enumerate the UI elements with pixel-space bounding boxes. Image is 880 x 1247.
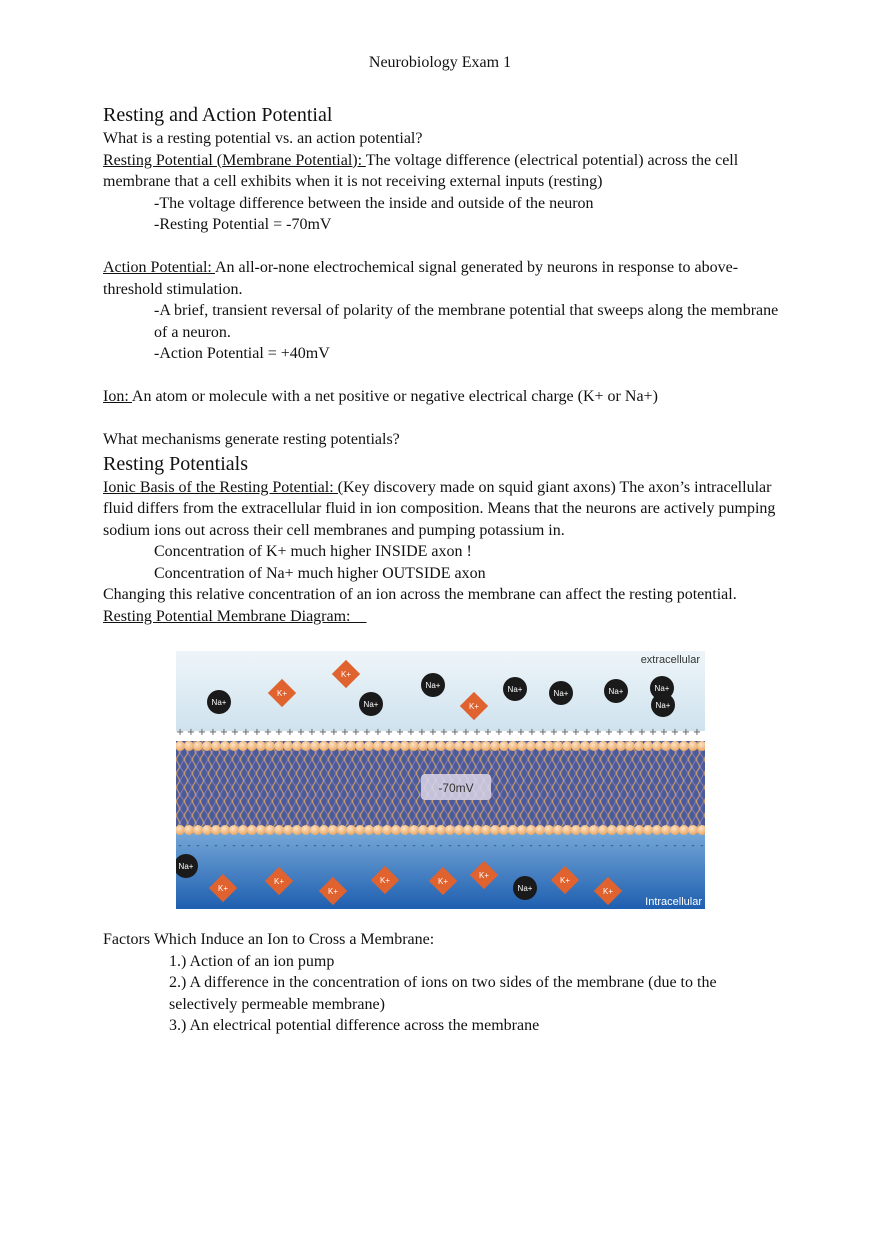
phospholipid-head — [202, 741, 212, 751]
phospholipid-head — [310, 741, 320, 751]
phospholipid-head — [526, 825, 536, 835]
phospholipid-head — [454, 825, 464, 835]
phospholipid-head — [319, 741, 329, 751]
svg-text:Na+: Na+ — [507, 685, 523, 694]
plus-sign: + — [571, 727, 581, 738]
phospholipid-head — [616, 741, 626, 751]
minus-sign: - — [511, 841, 515, 851]
rp-bullet-2: -Resting Potential = -70mV — [154, 216, 332, 233]
minus-sign: - — [232, 841, 236, 851]
phospholipid-head — [616, 825, 626, 835]
plus-sign: + — [362, 727, 372, 738]
svg-text:K+: K+ — [217, 884, 229, 893]
minus-sign: - — [637, 841, 641, 851]
phospholipid-head — [256, 825, 266, 835]
plus-sign: + — [450, 727, 460, 738]
phospholipid-head — [463, 825, 473, 835]
plus-sign: + — [219, 727, 229, 738]
phospholipid-head — [418, 741, 428, 751]
phospholipid-head — [535, 825, 545, 835]
plus-sign: + — [549, 727, 559, 738]
plus-sign: + — [560, 727, 570, 738]
phospholipid-head — [391, 741, 401, 751]
minus-sign: - — [493, 841, 497, 851]
phospholipid-head — [634, 825, 644, 835]
phospholipid-head — [229, 741, 239, 751]
svg-text:Na+: Na+ — [654, 684, 670, 693]
na-ion — [421, 673, 445, 697]
phospholipid-head — [508, 741, 518, 751]
phospholipid-head — [517, 825, 527, 835]
phospholipid-head — [589, 825, 599, 835]
minus-sign: - — [214, 841, 218, 851]
plus-sign: + — [285, 727, 295, 738]
svg-text:K+: K+ — [327, 887, 339, 896]
plus-sign: + — [637, 727, 647, 738]
phospholipid-head — [526, 741, 536, 751]
svg-text:K+: K+ — [379, 876, 391, 885]
phospholipid-head — [562, 825, 572, 835]
phospholipid-head — [517, 741, 527, 751]
factors-section — [103, 929, 783, 1037]
phospholipid-head — [571, 741, 581, 751]
plus-sign: + — [395, 727, 405, 738]
plus-sign: + — [615, 727, 625, 738]
question-2: What mechanisms generate resting potentials? — [103, 431, 400, 448]
minus-sign: - — [412, 841, 416, 851]
phospholipid-head — [427, 741, 437, 751]
svg-text:K+: K+ — [468, 702, 480, 711]
svg-text:K+: K+ — [340, 670, 352, 679]
plus-sign: + — [626, 727, 636, 738]
plus-sign: + — [230, 727, 240, 738]
membrane-diagram — [176, 651, 705, 909]
minus-sign: - — [484, 841, 488, 851]
phospholipid-head — [688, 741, 698, 751]
na-ion — [549, 681, 573, 705]
minus-sign: - — [592, 841, 596, 851]
phospholipid-head — [220, 825, 230, 835]
phospholipid-head — [418, 825, 428, 835]
plus-sign: + — [681, 727, 691, 738]
svg-text:K+: K+ — [478, 871, 490, 880]
minus-sign: - — [385, 841, 389, 851]
concentration-na: Concentration of Na+ much higher OUTSIDE axon — [154, 564, 486, 582]
phospholipid-head — [310, 825, 320, 835]
minus-sign: - — [223, 841, 227, 851]
phospholipid-head — [328, 741, 338, 751]
phospholipid-head — [373, 825, 383, 835]
ion-term: Ion: — [103, 388, 132, 405]
phospholipid-head — [373, 741, 383, 751]
plus-sign: + — [241, 727, 251, 738]
action-potential-term: Action Potential: — [103, 259, 215, 276]
plus-sign: + — [307, 727, 317, 738]
ionic-basis-term: Ionic Basis of the Resting Potential: ( — [103, 478, 343, 496]
minus-sign: - — [664, 841, 668, 851]
phospholipid-head — [364, 741, 374, 751]
plus-sign: + — [538, 727, 548, 738]
phospholipid-head — [211, 825, 221, 835]
na-ion — [513, 876, 537, 900]
minus-sign: - — [700, 841, 704, 851]
minus-sign: - — [322, 841, 326, 851]
plus-sign: + — [461, 727, 471, 738]
plus-sign: + — [659, 727, 669, 738]
diagram-caption — [103, 606, 783, 628]
plus-sign: + — [692, 727, 702, 738]
plus-sign: + — [296, 727, 306, 738]
phospholipid-head — [598, 741, 608, 751]
action-potential-definition — [103, 257, 783, 300]
minus-sign: - — [682, 841, 686, 851]
page-title: Neurobiology Exam 1 — [368, 54, 512, 71]
phospholipid-head — [355, 741, 365, 751]
phospholipid-head — [553, 741, 563, 751]
phospholipid-head — [625, 741, 635, 751]
phospholipid-head — [661, 825, 671, 835]
phospholipid-head — [553, 825, 563, 835]
minus-sign: - — [286, 841, 290, 851]
plus-sign: + — [406, 727, 416, 738]
minus-sign: - — [376, 841, 380, 851]
phospholipid-head — [472, 741, 482, 751]
phospholipid-head — [265, 825, 275, 835]
plus-sign: + — [527, 727, 537, 738]
rp-bullet-1: -The voltage difference between the inside and outside of the neuron — [154, 194, 594, 212]
minus-sign: - — [448, 841, 452, 851]
phospholipid-head — [292, 825, 302, 835]
phospholipid-head — [202, 825, 212, 835]
phospholipid-head — [679, 825, 689, 835]
minus-sign: - — [178, 841, 182, 851]
phospholipid-head — [481, 741, 491, 751]
minus-sign: - — [601, 841, 605, 851]
svg-text:K+: K+ — [602, 887, 614, 896]
plus-sign: + — [439, 727, 449, 738]
minus-sign: - — [268, 841, 272, 851]
minus-sign: - — [403, 841, 407, 851]
phospholipid-head — [427, 825, 437, 835]
phospholipid-head — [445, 825, 455, 835]
minus-sign: - — [466, 841, 470, 851]
phospholipid-head — [490, 741, 500, 751]
phospholipid-head — [580, 741, 590, 751]
phospholipid-head — [436, 825, 446, 835]
section-heading-resting-potentials: Resting Potentials — [103, 452, 248, 475]
phospholipid-head — [211, 741, 221, 751]
minus-sign: - — [304, 841, 308, 851]
minus-sign: - — [331, 841, 335, 851]
resting-potential-text: The voltage difference (electrical potential) across the cell membrane that a cell exhibits when it is not receiving external inputs (resting) — [103, 151, 739, 190]
phospholipid-head — [346, 741, 356, 751]
phospholipid-head — [463, 741, 473, 751]
plus-sign: + — [340, 727, 350, 738]
phospholipid-head — [580, 825, 590, 835]
phospholipid-head — [364, 825, 374, 835]
concentration-k: Concentration of K+ much higher INSIDE axon ! — [154, 543, 472, 560]
phospholipid-head — [247, 825, 257, 835]
na-ion — [650, 676, 674, 700]
ionic-basis-text: Key discovery made on squid giant axons) The axon’s intracellular fluid differs from the extracellular fluid in ion composition. Means that the neurons are actively pumping sodium ions out across their cell membranes and pumping potassium in. — [103, 478, 776, 539]
phospholipid-head — [355, 825, 365, 835]
minus-sign: - — [691, 841, 695, 851]
minus-sign: - — [394, 841, 398, 851]
plus-sign: + — [417, 727, 427, 738]
extracellular-label: extracellular — [640, 654, 700, 666]
plus-sign: + — [582, 727, 592, 738]
minus-sign: - — [196, 841, 200, 851]
phospholipid-head — [238, 741, 248, 751]
phospholipid-head — [265, 741, 275, 751]
minus-sign: - — [610, 841, 614, 851]
minus-sign: - — [205, 841, 209, 851]
minus-sign: - — [475, 841, 479, 851]
diagram-caption-text: Resting Potential Membrane Diagram: — [103, 607, 367, 625]
plus-sign: + — [197, 727, 207, 738]
phospholipid-head — [562, 741, 572, 751]
minus-sign: - — [313, 841, 317, 851]
minus-sign: - — [187, 841, 191, 851]
phospholipid-head — [454, 741, 464, 751]
phospholipid-head — [607, 825, 617, 835]
phospholipid-head — [643, 825, 653, 835]
na-ion — [207, 690, 231, 714]
phospholipid-head — [346, 825, 356, 835]
phospholipid-head — [436, 741, 446, 751]
phospholipid-head — [391, 825, 401, 835]
phospholipid-head — [193, 825, 203, 835]
plus-sign: + — [472, 727, 482, 738]
phospholipid-head — [337, 825, 347, 835]
svg-text:Na+: Na+ — [655, 701, 671, 710]
svg-text:Na+: Na+ — [517, 884, 533, 893]
phospholipid-head — [661, 741, 671, 751]
phospholipid-head — [400, 825, 410, 835]
svg-text:K+: K+ — [273, 877, 285, 886]
phospholipid-head — [607, 741, 617, 751]
phospholipid-head — [337, 741, 347, 751]
svg-text:Na+: Na+ — [363, 700, 379, 709]
minus-sign: - — [259, 841, 263, 851]
phospholipid-head — [193, 741, 203, 751]
minus-sign: - — [457, 841, 461, 851]
phospholipid-head — [301, 741, 311, 751]
phospholipid-head — [319, 825, 329, 835]
phospholipid-head — [544, 825, 554, 835]
phospholipid-head — [670, 741, 680, 751]
minus-sign: - — [619, 841, 623, 851]
minus-sign: - — [583, 841, 587, 851]
svg-text:Na+: Na+ — [553, 689, 569, 698]
plus-sign: + — [384, 727, 394, 738]
minus-sign: - — [430, 841, 434, 851]
phospholipid-head — [184, 825, 194, 835]
plus-sign: + — [208, 727, 218, 738]
minus-sign: - — [655, 841, 659, 851]
phospholipid-head — [292, 741, 302, 751]
factor-item: 2.) A difference in the concentration of ions on two sides of the membrane (due to the selectively permeable membrane) — [169, 974, 717, 1013]
plus-sign: + — [274, 727, 284, 738]
phospholipid-head — [229, 825, 239, 835]
phospholipid-head — [688, 825, 698, 835]
svg-text:K+: K+ — [559, 876, 571, 885]
minus-sign: - — [241, 841, 245, 851]
ion-text: An atom or molecule with a net positive or negative electrical charge (K+ or Na+) — [131, 388, 658, 405]
notes-body — [103, 102, 783, 627]
plus-sign: + — [351, 727, 361, 738]
minus-sign: - — [565, 841, 569, 851]
phospholipid-head — [382, 741, 392, 751]
phospholipid-head — [400, 741, 410, 751]
phospholipid-head — [544, 741, 554, 751]
ap-bullet-2: -Action Potential = +40mV — [154, 345, 330, 362]
phospholipid-head — [184, 741, 194, 751]
minus-sign: - — [673, 841, 677, 851]
section-heading-resting-action: Resting and Action Potential — [103, 104, 333, 126]
phospholipid-head — [598, 825, 608, 835]
factor-item: 1.) Action of an ion pump — [169, 952, 335, 970]
phospholipid-head — [472, 825, 482, 835]
phospholipid-head — [274, 825, 284, 835]
minus-sign: - — [529, 841, 533, 851]
minus-sign: - — [628, 841, 632, 851]
phospholipid-head — [382, 825, 392, 835]
svg-text:Na+: Na+ — [608, 687, 624, 696]
phospholipid-head — [283, 741, 293, 751]
changing-concentration-note: Changing this relative concentration of an ion across the membrane can affect the resting potential. — [103, 586, 737, 603]
action-potential-text: An all-or-none electrochemical signal generated by neurons in response to above-threshold stimulation. — [103, 259, 739, 298]
phospholipid-head — [490, 825, 500, 835]
ionic-basis-paragraph — [103, 477, 783, 542]
minus-sign: - — [358, 841, 362, 851]
phospholipid-head — [238, 825, 248, 835]
svg-text:Na+: Na+ — [425, 681, 441, 690]
minus-sign: - — [277, 841, 281, 851]
svg-text:K+: K+ — [437, 877, 449, 886]
phospholipid-head — [571, 825, 581, 835]
phospholipid-head — [625, 825, 635, 835]
minus-sign: - — [340, 841, 344, 851]
plus-sign: + — [318, 727, 328, 738]
plus-sign: + — [176, 727, 185, 738]
na-ion — [359, 692, 383, 716]
phospholipid-head — [499, 741, 509, 751]
phospholipid-head — [589, 741, 599, 751]
minus-sign: - — [367, 841, 371, 851]
svg-text:K+: K+ — [276, 689, 288, 698]
resting-potential-term: Resting Potential (Membrane Potential): — [103, 151, 366, 169]
resting-potential-definition — [103, 150, 783, 193]
svg-text:Na+: Na+ — [178, 862, 194, 871]
plus-sign: + — [494, 727, 504, 738]
phospholipid-head — [643, 741, 653, 751]
question-1: What is a resting potential vs. an action potential? — [103, 130, 423, 147]
minus-sign: - — [250, 841, 254, 851]
phospholipid-head — [409, 825, 419, 835]
phospholipid-head — [679, 741, 689, 751]
phospholipid-head — [274, 741, 284, 751]
phospholipid-head — [499, 825, 509, 835]
plus-sign: + — [516, 727, 526, 738]
phospholipid-head — [256, 741, 266, 751]
plus-sign: + — [428, 727, 438, 738]
minus-sign: - — [646, 841, 650, 851]
phospholipid-head — [301, 825, 311, 835]
phospholipid-head — [508, 825, 518, 835]
phospholipid-head — [283, 825, 293, 835]
phospholipid-head — [445, 741, 455, 751]
minus-sign: - — [502, 841, 506, 851]
plus-sign: + — [593, 727, 603, 738]
intracellular-label: Intracellular — [645, 896, 702, 908]
phospholipid-head — [328, 825, 338, 835]
minus-sign: - — [547, 841, 551, 851]
minus-sign: - — [538, 841, 542, 851]
factor-item: 3.) An electrical potential difference across the membrane — [169, 1017, 540, 1034]
plus-sign: + — [604, 727, 614, 738]
phospholipid-head — [670, 825, 680, 835]
voltage-label: -70mV — [438, 781, 474, 795]
plus-sign: + — [186, 727, 196, 738]
phospholipid-head — [535, 741, 545, 751]
minus-sign: - — [520, 841, 524, 851]
na-ion — [503, 677, 527, 701]
plus-sign: + — [373, 727, 383, 738]
phospholipid-head — [634, 741, 644, 751]
phospholipid-head — [652, 825, 662, 835]
minus-sign: - — [421, 841, 425, 851]
phospholipid-head — [247, 741, 257, 751]
phospholipid-head — [481, 825, 491, 835]
ion-definition — [103, 386, 783, 408]
factors-heading: Factors Which Induce an Ion to Cross a Membrane: — [103, 931, 435, 948]
plus-sign: + — [252, 727, 262, 738]
minus-sign: - — [556, 841, 560, 851]
plus-sign: + — [263, 727, 273, 738]
intracellular-region — [176, 823, 705, 909]
ap-bullet-1: -A brief, transient reversal of polarity of the membrane potential that sweeps along the membrane of a neuron. — [154, 302, 779, 341]
svg-text:Na+: Na+ — [211, 698, 227, 707]
plus-sign: + — [483, 727, 493, 738]
plus-sign: + — [670, 727, 680, 738]
plus-sign: + — [505, 727, 515, 738]
phospholipid-head — [652, 741, 662, 751]
minus-sign: - — [349, 841, 353, 851]
minus-sign: - — [439, 841, 443, 851]
minus-sign: - — [295, 841, 299, 851]
plus-sign: + — [648, 727, 658, 738]
plus-sign: + — [329, 727, 339, 738]
minus-sign: - — [574, 841, 578, 851]
phospholipid-head — [220, 741, 230, 751]
phospholipid-head — [409, 741, 419, 751]
na-ion — [604, 679, 628, 703]
